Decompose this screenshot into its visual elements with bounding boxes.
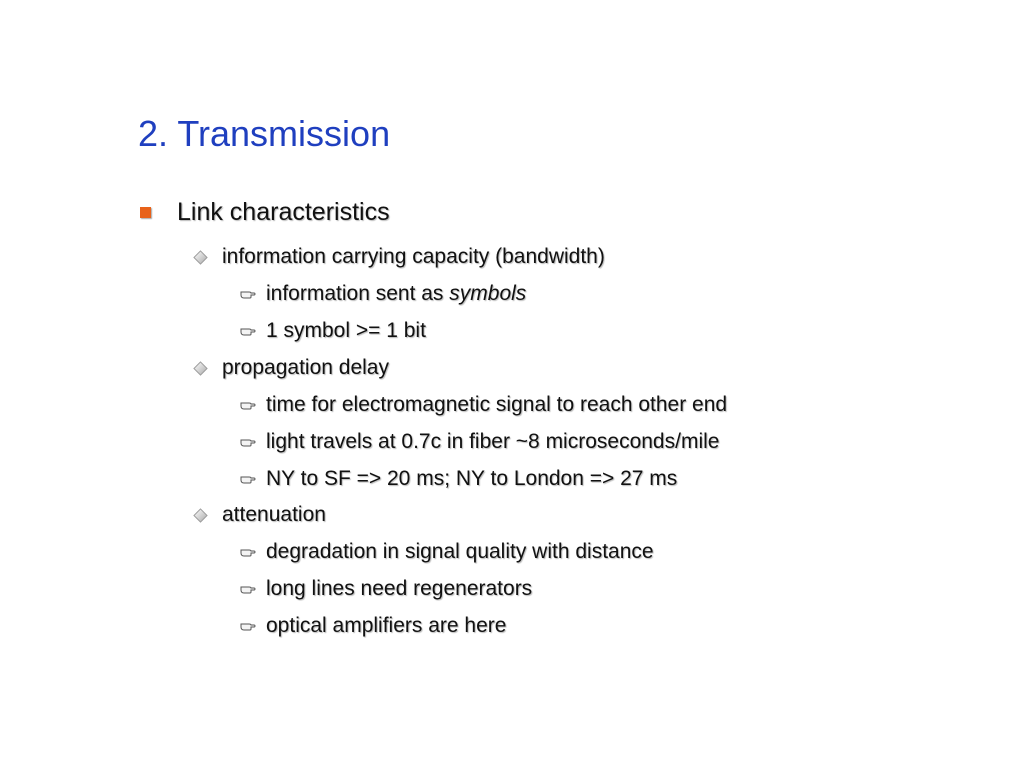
diamond-bullet-icon [193,508,208,523]
diamond-bullet-icon [193,250,208,265]
bullet-text: optical amplifiers are here [266,614,507,637]
bullet-text: time for electromagnetic signal to reach other end [266,393,728,416]
sub-bullet-light [240,428,719,456]
bullet-propagation-delay [193,354,389,382]
bullet-text: Link characteristics [177,197,390,226]
bullet-text: information carrying capacity (bandwidth) [222,245,605,268]
pointing-hand-icon [240,398,256,412]
slide-title: 2. Transmission [138,113,391,154]
pointing-hand-icon [240,619,256,633]
pointing-hand-icon [240,472,256,486]
bullet-text: attenuation [222,503,326,526]
sub-bullet-regenerators [240,575,532,603]
bullet-text: degradation in signal quality with distance [266,540,654,563]
sub-bullet-symbol-bit [240,317,426,345]
pointing-hand-icon [240,324,256,338]
bullet-text: NY to SF => 20 ms; NY to London => 27 ms [266,467,678,490]
sub-bullet-symbols [240,280,526,308]
pointing-hand-icon [240,287,256,301]
diamond-bullet-icon [193,361,208,376]
bullet-text: long lines need regenerators [266,577,533,600]
bullet-text: information sent as [266,282,450,305]
sub-bullet-degradation [240,538,654,566]
emphasis-text: symbols [449,282,527,305]
bullet-attenuation [193,501,326,529]
bullet-link-characteristics [140,196,390,228]
bullet-text: light travels at 0.7c in fiber ~8 microseconds/mile [266,430,720,453]
bullet-bandwidth [193,243,605,271]
sub-bullet-amplifiers [240,612,506,640]
sub-bullet-ny-sf [240,465,677,493]
bullet-text: propagation delay [222,356,389,379]
pointing-hand-icon [240,545,256,559]
bullet-text: 1 symbol >= 1 bit [266,319,426,342]
pointing-hand-icon [240,435,256,449]
pointing-hand-icon [240,582,256,596]
sub-bullet-time [240,391,727,419]
orange-square-bullet-icon [140,207,151,218]
